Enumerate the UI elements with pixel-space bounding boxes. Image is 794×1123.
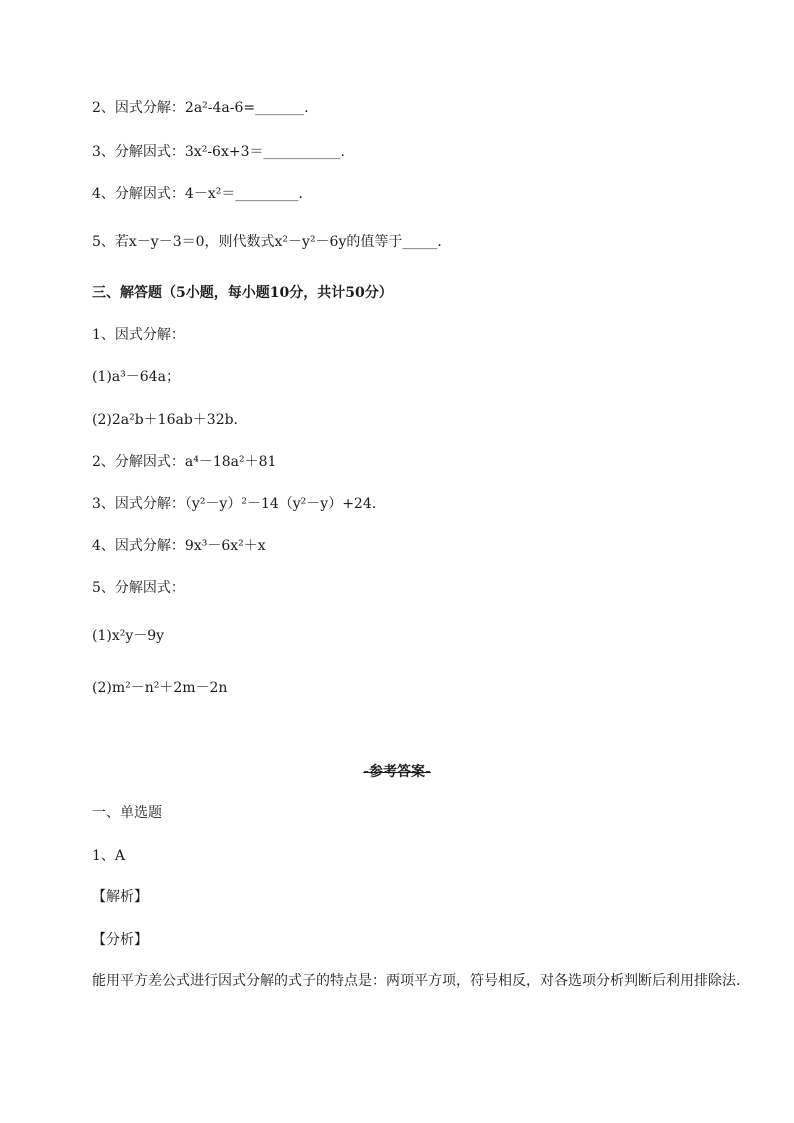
question-2: 2、因式分解：2a²-4a-6=_______. — [92, 100, 309, 116]
problem-4: 4、因式分解：9x³－6x²＋x — [92, 538, 266, 554]
fenxi-tag: 【分析】 — [92, 932, 148, 948]
problem-1-part-2: (2)2a²b＋16ab＋32b． — [92, 412, 248, 428]
question-3: 3、分解因式：3x²-6x+3＝___________. — [92, 144, 345, 160]
problem-5: 5、分解因式： — [92, 580, 185, 596]
question-4: 4、分解因式：4－x²＝_________. — [92, 186, 303, 202]
problem-2: 2、分解因式：a⁴－18a²＋81 — [92, 454, 277, 470]
section-heading: 三、解答题（5小题，每小题10分，共计50分） — [92, 285, 393, 301]
analysis-tag: 【解析】 — [92, 889, 148, 905]
question-5: 5、若x－y－3＝0，则代数式x²－y²－6y的值等于_____. — [92, 234, 442, 250]
analysis-paragraph: 能用平方差公式进行因式分解的式子的特点是：两项平方项，符号相反，对各选项分析判断后利用排除法． — [92, 973, 750, 989]
problem-3: 3、因式分解：（y²－y）²－14（y²－y）+24. — [92, 496, 377, 512]
answer-item-1: 1、A — [92, 848, 126, 864]
problem-1-part-1: (1)a³－64a； — [92, 369, 180, 385]
problem-5-part-1: (1)x²y－9y — [92, 628, 165, 644]
problem-1: 1、因式分解： — [92, 327, 185, 343]
problem-5-part-2: (2)m²－n²＋2m－2n — [92, 680, 228, 696]
answers-title: -参考答案- — [363, 764, 431, 780]
answers-section-1: 一、单选题 — [92, 805, 162, 821]
